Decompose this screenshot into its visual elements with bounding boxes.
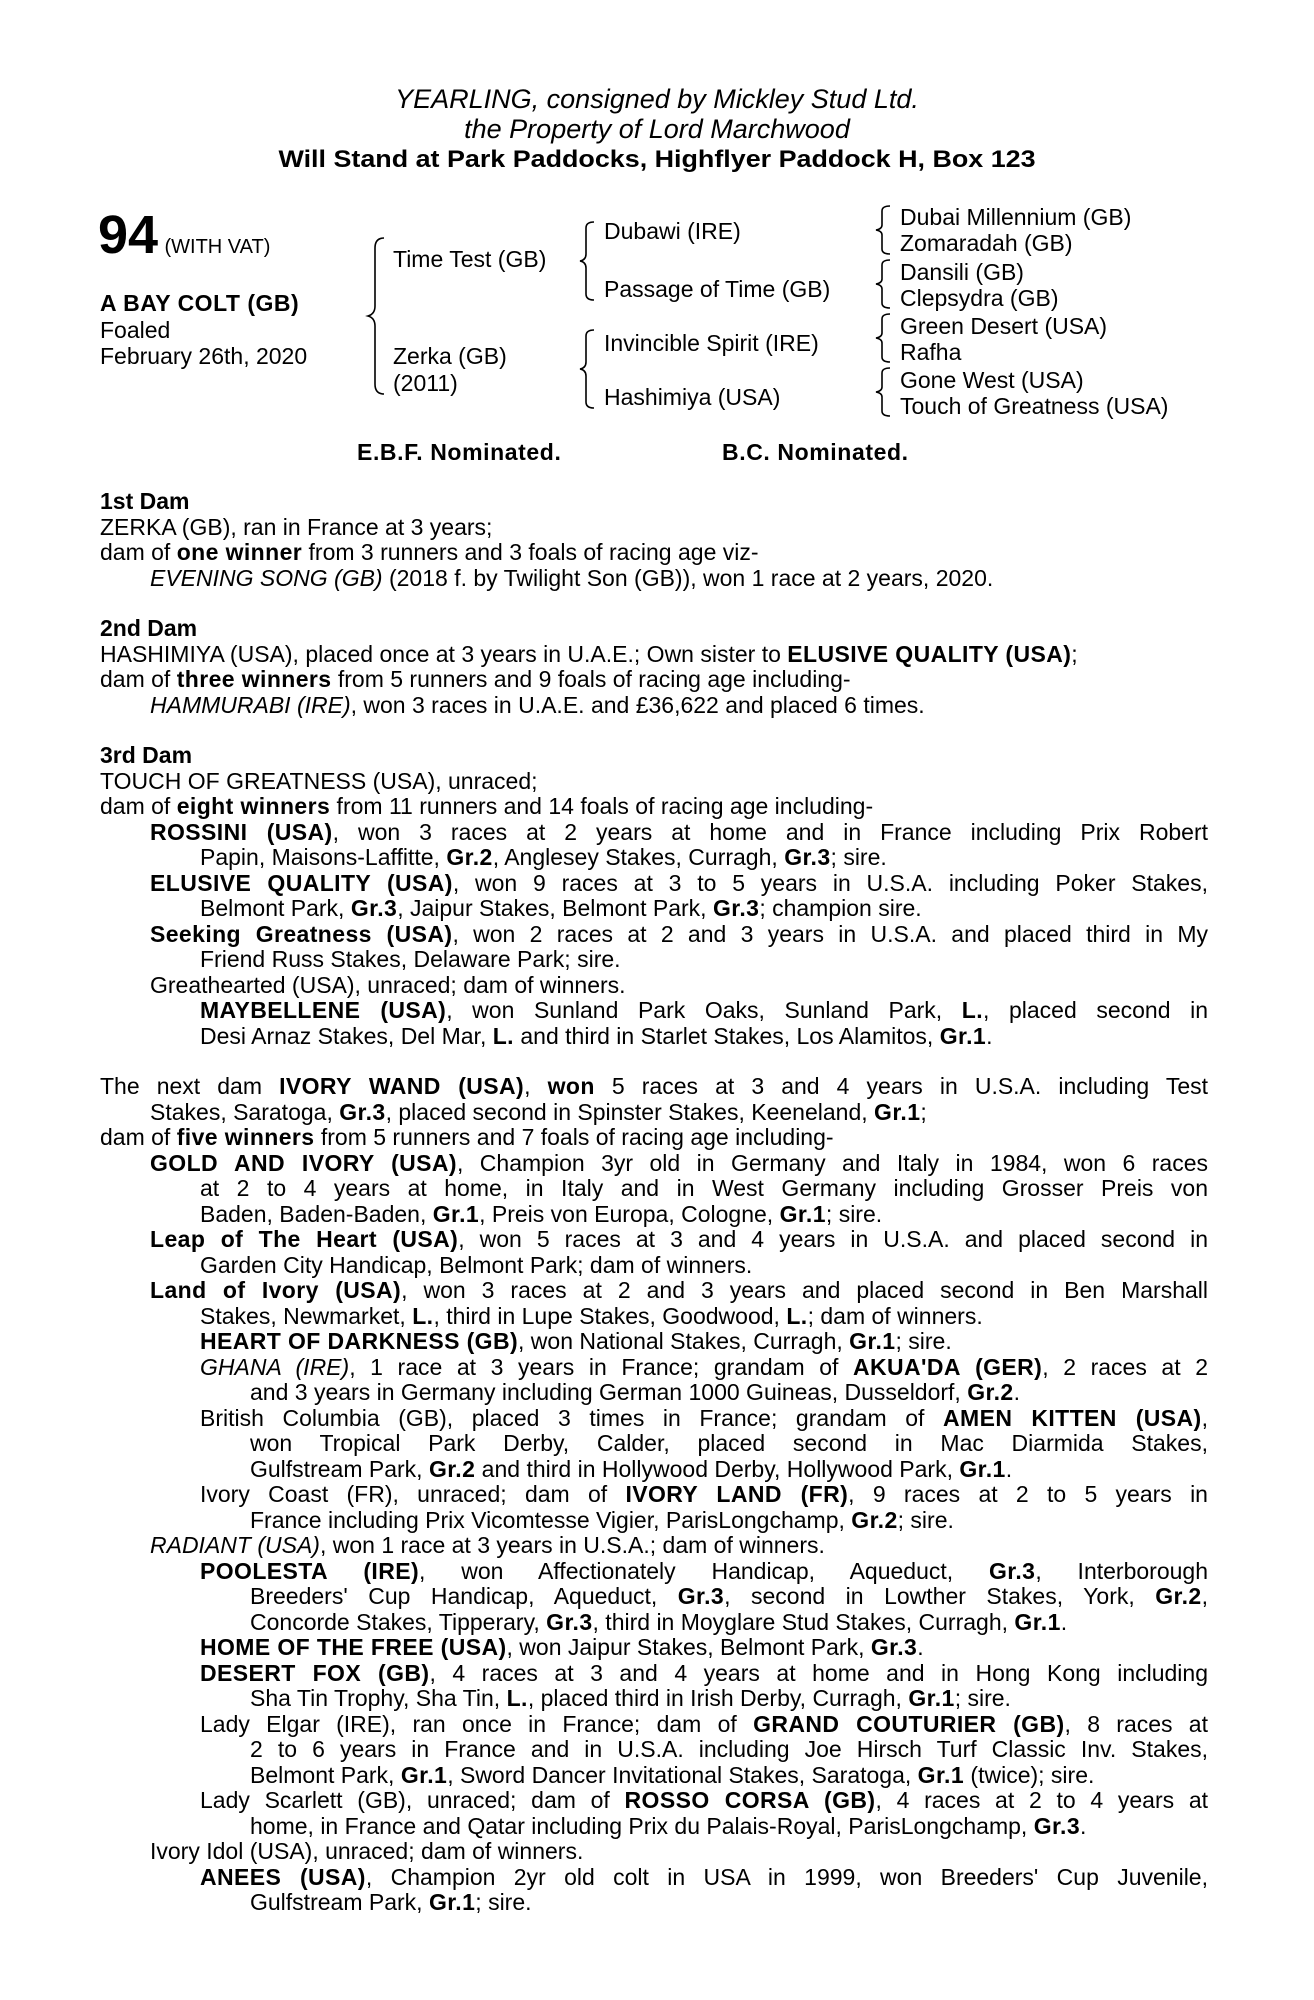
text-run: , won Affectionately Handicap, Aqueduct,	[419, 1557, 989, 1584]
next-dam-subentry	[100, 1788, 1208, 1814]
bold-text: AKUA'DA (GER)	[853, 1353, 1043, 1380]
text-run: Stakes, Newmarket,	[200, 1302, 413, 1329]
next-dam-entry	[100, 1533, 1208, 1559]
text-run: Lady Elgar (IRE), ran once in France; dam of	[200, 1710, 754, 1737]
text-run: , 4 races at 3 and 4 years at home and in Hong Kong including	[429, 1659, 1209, 1686]
next-dam-entry	[100, 1278, 1208, 1304]
text-run: ; sire.	[897, 1506, 954, 1533]
italic-text: RADIANT (USA)	[150, 1532, 320, 1558]
next-dam-subentry-cont	[100, 1431, 1208, 1457]
bold-text: POOLESTA (IRE)	[200, 1557, 420, 1584]
text-run: Belmont Park,	[200, 895, 351, 921]
next-dam-subentry	[100, 1406, 1208, 1432]
dam2-line	[100, 667, 1208, 693]
dam3-entry	[100, 973, 1208, 999]
text-run: from 5 runners and 7 foals of racing age including-	[314, 1124, 834, 1150]
dam1-line	[100, 515, 1208, 541]
text-run: Garden City Handicap, Belmont Park; dam of winners.	[200, 1251, 753, 1278]
bold-text: Gr.1	[849, 1328, 896, 1354]
bold-text: Gr.3	[350, 895, 398, 921]
text-run: .	[1005, 1455, 1013, 1482]
next-dam-subentry-cont	[100, 1763, 1208, 1789]
bold-text: Gr.1	[1014, 1608, 1061, 1635]
text-run: , placed second in	[983, 997, 1208, 1023]
next-dam-subentry	[100, 1482, 1208, 1508]
text-run: , 1 race at 3 years in France; grandam of	[349, 1353, 854, 1380]
bold-text: Gr.3	[870, 1634, 918, 1660]
text-run: and 3 years in Germany including German 1000 Guineas, Dusseldorf,	[250, 1379, 968, 1405]
next-dam-entry	[100, 1839, 1208, 1865]
next-dam-line	[100, 1100, 1208, 1126]
text-run: Gulfstream Park,	[250, 1889, 429, 1915]
pedigree-sss: Dubai Millennium (GB)	[900, 204, 1132, 230]
text-run: Belmont Park,	[250, 1761, 401, 1788]
bold-text: Gr.1	[908, 1685, 955, 1711]
bold-text: GOLD AND IVORY (USA)	[150, 1149, 457, 1176]
text-run: , won 9 races at 3 to 5 years in U.S.A. including Poker Stakes,	[452, 869, 1208, 896]
bold-text: Gr.1	[917, 1761, 965, 1788]
next-dam-subentry	[100, 1712, 1208, 1738]
text-run: .	[1060, 1608, 1068, 1635]
pedigree-dam-sire: Invincible Spirit (IRE)	[604, 330, 819, 356]
text-run: , won 3 races at 2 years at home and in France including Prix Robert	[332, 818, 1208, 845]
next-dam-subentry-cont	[100, 1610, 1208, 1636]
next-dam-subentry	[100, 1661, 1208, 1687]
bold-text: Gr.1	[939, 1022, 987, 1049]
text-run: ; sire.	[825, 1200, 883, 1227]
text-run: from 3 runners and 3 foals of racing age viz-	[302, 539, 759, 565]
next-dam-entry-cont	[100, 1202, 1208, 1228]
bold-text: ANEES (USA)	[200, 1863, 366, 1890]
bold-text: Gr.1	[400, 1761, 448, 1788]
bold-text: DESERT FOX (GB)	[200, 1659, 430, 1686]
bold-text: Gr.1	[874, 1098, 921, 1125]
text-run: .	[1080, 1812, 1087, 1839]
italic-text: HAMMURABI (IRE)	[150, 691, 351, 718]
bold-text: Gr.2	[446, 844, 493, 870]
dam3-entry-cont	[100, 845, 1208, 871]
next-dam-entry-cont	[100, 1304, 1208, 1330]
text-run: , 8 races at	[1064, 1710, 1208, 1737]
bold-text: eight winners	[176, 793, 331, 819]
bold-text: HOME OF THE FREE (USA)	[200, 1634, 507, 1660]
bold-text: Gr.2	[428, 1455, 476, 1482]
text-run: , Jaipur Stakes, Belmont Park,	[397, 895, 713, 921]
text-run: 2 to 6 years in France and in U.S.A. including Joe Hirsch Turf Classic Inv. Stakes,	[250, 1736, 1208, 1762]
bold-text: MAYBELLENE (USA)	[200, 997, 447, 1023]
text-run: ; sire.	[954, 1685, 1011, 1711]
lot-number-block	[98, 205, 271, 265]
text-run: , won 3 races in U.A.E. and £36,622 and placed 6 times.	[350, 691, 925, 718]
bold-text: Gr.2	[851, 1506, 898, 1533]
bold-text: Gr.1	[432, 1200, 480, 1227]
pedigree-ddd: Touch of Greatness (USA)	[900, 393, 1169, 419]
bold-text: L.	[506, 1685, 528, 1711]
bold-text: IVORY LAND (FR)	[625, 1481, 849, 1507]
text-run: , third in Moyglare Stud Stakes, Curragh,	[592, 1608, 1015, 1635]
next-dam-subentry-cont	[100, 1686, 1208, 1712]
bold-text: Gr.3	[1033, 1812, 1081, 1839]
bold-text: one winner	[176, 539, 303, 565]
text-run: , won 5 races at 3 and 4 years in U.S.A. and placed second in	[458, 1226, 1208, 1252]
italic-text: GHANA (IRE)	[200, 1353, 350, 1380]
text-run: ; sire.	[895, 1328, 952, 1354]
text-run: Baden, Baden-Baden,	[200, 1200, 433, 1227]
pedigree-sire-sire: Dubawi (IRE)	[604, 218, 741, 244]
text-run: 5 races at 3 and 4 years in U.S.A. including Test	[594, 1073, 1209, 1099]
text-run: dam of	[100, 1124, 177, 1150]
text-run: , Interborough	[1035, 1557, 1208, 1584]
pedigree-ssd: Zomaradah (GB)	[900, 230, 1073, 256]
bold-text: L.	[786, 1302, 808, 1329]
text-run: , placed third in Irish Derby, Curragh,	[527, 1685, 909, 1711]
text-run: Stakes, Saratoga,	[150, 1098, 340, 1125]
text-run: , second in Lowther Stakes, York,	[724, 1583, 1156, 1609]
bold-text: L.	[412, 1302, 434, 1329]
vat-note: (WITH VAT)	[164, 236, 271, 258]
dam3-heading: 3rd Dam	[100, 742, 193, 768]
pedigree-brace-main	[364, 236, 390, 396]
text-run: , placed second in Spinster Stakes, Keeneland,	[385, 1098, 875, 1125]
dam3-subentry-cont	[100, 1024, 1208, 1050]
bold-text: Gr.1	[428, 1889, 476, 1915]
bold-text: HEART OF DARKNESS (GB)	[200, 1328, 519, 1354]
text-run: ,	[524, 1073, 548, 1099]
text-run: , won National Stakes, Curragh,	[518, 1328, 850, 1354]
text-run: ZERKA (GB), ran in France at 3 years;	[100, 513, 493, 540]
pedigree-dam-year: (2011)	[393, 370, 458, 396]
lot-title: A BAY COLT (GB)	[100, 290, 300, 316]
next-dam-subentry-cont	[100, 1814, 1208, 1840]
text-run: HASHIMIYA (USA), placed once at 3 years in U.A.E.; Own sister to	[100, 640, 788, 667]
text-run: (twice); sire.	[964, 1761, 1095, 1788]
pedigree-sds: Dansili (GB)	[900, 259, 1024, 285]
text-run: Papin, Maisons-Laffitte,	[200, 844, 447, 870]
pedigree-brace-ds	[872, 312, 894, 364]
bold-text: L.	[961, 997, 983, 1023]
pedigree-dds: Gone West (USA)	[900, 367, 1084, 393]
text-run: Lady Scarlett (GB), unraced; dam of	[200, 1787, 625, 1813]
dam1-entry	[100, 566, 1208, 592]
consignor-line: YEARLING, consigned by Mickley Stud Ltd.	[395, 84, 919, 114]
pedigree-sdd: Clepsydra (GB)	[900, 285, 1059, 311]
text-run: Concorde Stakes, Tipperary,	[250, 1608, 547, 1635]
next-dam-line	[100, 1125, 1208, 1151]
text-run: , Sword Dancer Invitational Stakes, Saratoga,	[447, 1761, 918, 1788]
next-dam-subentry-cont	[100, 1584, 1208, 1610]
text-run: ; sire.	[475, 1889, 532, 1915]
bold-text: three winners	[176, 666, 332, 692]
bold-text: Gr.3	[677, 1583, 725, 1609]
bold-text: AMEN KITTEN (USA)	[943, 1404, 1202, 1431]
dam2-heading: 2nd Dam	[100, 615, 198, 641]
text-run: ,	[1201, 1583, 1208, 1609]
text-run: , Champion 3yr old in Germany and Italy in 1984, won 6 races	[456, 1149, 1208, 1176]
text-run: from 5 runners and 9 foals of racing age including-	[331, 666, 851, 692]
dam3-subentry	[100, 998, 1208, 1024]
text-run: and third in Starlet Stakes, Los Alamitos,	[513, 1022, 940, 1049]
bold-text: Gr.1	[779, 1200, 826, 1227]
pedigree-sire: Time Test (GB)	[393, 246, 547, 272]
text-run: ;	[1071, 640, 1078, 667]
text-run: , 4 races at 2 to 4 years at	[875, 1787, 1209, 1813]
text-run: The next dam	[100, 1073, 280, 1099]
next-dam-entry-cont	[100, 1253, 1208, 1279]
text-run: , 2 races at 2	[1042, 1353, 1208, 1380]
text-run: , won 2 races at 2 and 3 years in U.S.A. and placed third in My	[452, 920, 1209, 947]
next-dam-subentry	[100, 1355, 1208, 1381]
text-run: home, in France and Qatar including Prix du Palais-Royal, ParisLongchamp,	[250, 1812, 1034, 1839]
text-run: (2018 f. by Twilight Son (GB)), won 1 race at 2 years, 2020.	[382, 564, 994, 591]
text-run: British Columbia (GB), placed 3 times in France; grandam of	[200, 1404, 944, 1431]
bold-text: Gr.3	[339, 1098, 386, 1125]
text-run: ; sire.	[830, 844, 887, 870]
pedigree-dam-dam: Hashimiya (USA)	[604, 384, 781, 410]
bold-text: L.	[492, 1022, 514, 1049]
text-run: dam of	[100, 793, 177, 819]
text-run: .	[1013, 1379, 1020, 1405]
bold-text: Gr.3	[988, 1557, 1036, 1584]
bc-nomination: B.C. Nominated.	[722, 439, 909, 465]
next-dam-entry	[100, 1227, 1208, 1253]
text-run: from 11 runners and 14 foals of racing age including-	[330, 793, 874, 819]
next-dam-subentry	[100, 1865, 1208, 1891]
dam3-line	[100, 794, 1208, 820]
pedigree-brace-sd	[872, 258, 894, 310]
dam3-entry-cont	[100, 947, 1208, 973]
stand-location-line: Will Stand at Park Paddocks, Highflyer Paddock H, Box 123	[278, 146, 1036, 173]
dam3-entry	[100, 820, 1208, 846]
bold-text: Gr.2	[967, 1379, 1014, 1405]
text-run: ; champion sire.	[759, 895, 922, 921]
text-run: won Tropical Park Derby, Calder, placed second in Mac Diarmida Stakes,	[250, 1430, 1208, 1456]
text-run: Breeders' Cup Handicap, Aqueduct,	[250, 1583, 678, 1609]
bold-text: Land of Ivory (USA)	[150, 1277, 402, 1303]
text-run: dam of	[100, 539, 177, 565]
text-run: , 9 races at 2 to 5 years in	[848, 1481, 1208, 1507]
pedigree-brace-sire	[576, 220, 598, 302]
next-dam-subentry-cont	[100, 1508, 1208, 1534]
bold-text: Gr.3	[784, 844, 831, 870]
text-run: .	[917, 1634, 924, 1660]
text-run: France including Prix Vicomtesse Vigier, ParisLongchamp,	[250, 1506, 852, 1533]
next-dam-entry	[100, 1151, 1208, 1177]
pedigree-sire-dam: Passage of Time (GB)	[604, 276, 831, 302]
bold-text: ROSSINI (USA)	[150, 818, 333, 845]
text-run: , Anglesey Stakes, Curragh,	[492, 844, 785, 870]
next-dam-entry-cont	[100, 1176, 1208, 1202]
dam3-entry	[100, 922, 1208, 948]
property-line: the Property of Lord Marchwood	[464, 114, 850, 144]
text-run: TOUCH OF GREATNESS (USA), unraced;	[100, 767, 538, 794]
foaled-label: Foaled	[100, 317, 171, 343]
pedigree-dam: Zerka (GB)	[393, 343, 507, 369]
pedigree-brace-ss	[872, 204, 894, 256]
next-dam-subentry	[100, 1635, 1208, 1661]
text-run: ,	[1201, 1404, 1209, 1431]
text-run: Ivory Idol (USA), unraced; dam of winners.	[150, 1838, 584, 1864]
text-run: , won 3 races at 2 and 3 years and placed second in Ben Marshall	[401, 1277, 1208, 1303]
text-run: ;	[920, 1098, 927, 1125]
bold-text: Leap of The Heart (USA)	[150, 1226, 459, 1252]
text-run: Greathearted (USA), unraced; dam of winners.	[150, 971, 626, 998]
bold-text: IVORY WAND (USA)	[279, 1073, 525, 1099]
bold-text: won	[547, 1073, 595, 1099]
text-run: Sha Tin Trophy, Sha Tin,	[250, 1685, 507, 1711]
next-dam-subentry-cont	[100, 1737, 1208, 1763]
text-run: , third in Lupe Stakes, Goodwood,	[433, 1302, 787, 1329]
dam2-line	[100, 642, 1208, 668]
produce-record	[100, 489, 1208, 1916]
text-run: at 2 to 4 years at home, in Italy and in West Germany including Grosser Preis von	[200, 1175, 1208, 1201]
bold-text: ELUSIVE QUALITY (USA)	[787, 640, 1072, 667]
bold-text: GRAND COUTURIER (GB)	[753, 1710, 1065, 1737]
text-run: Gulfstream Park,	[250, 1455, 429, 1482]
bold-text: Gr.3	[712, 895, 760, 921]
bold-text: Gr.3	[546, 1608, 593, 1635]
dam2-entry	[100, 693, 1208, 719]
bold-text: ROSSO CORSA (GB)	[624, 1787, 876, 1813]
foaled-date: February 26th, 2020	[100, 343, 308, 369]
text-run: ; dam of winners.	[807, 1302, 983, 1329]
dam1-line	[100, 540, 1208, 566]
text-run: , won Sunland Park Oaks, Sunland Park,	[446, 997, 962, 1023]
lot-number: 94	[98, 205, 159, 265]
text-run: Ivory Coast (FR), unraced; dam of	[200, 1481, 626, 1507]
text-run: dam of	[100, 666, 177, 692]
next-dam-line	[100, 1074, 1208, 1100]
dam3-entry	[100, 871, 1208, 897]
bold-text: Gr.1	[959, 1455, 1006, 1482]
next-dam-subentry-cont	[100, 1890, 1208, 1916]
text-run: , Preis von Europa, Cologne,	[479, 1200, 780, 1227]
ebf-nomination: E.B.F. Nominated.	[357, 439, 562, 465]
next-dam-subentry-cont	[100, 1380, 1208, 1406]
pedigree-brace-dam	[576, 328, 598, 410]
next-dam-subentry	[100, 1559, 1208, 1585]
bold-text: Seeking Greatness (USA)	[150, 920, 453, 947]
italic-text: EVENING SONG (GB)	[150, 564, 383, 591]
dam1-heading: 1st Dam	[100, 488, 190, 514]
pedigree-dsd: Rafha	[900, 339, 962, 365]
text-run: Desi Arnaz Stakes, Del Mar,	[200, 1022, 493, 1049]
text-run: , Champion 2yr old colt in USA in 1999, won Breeders' Cup Juvenile,	[365, 1863, 1208, 1890]
next-dam-subentry	[100, 1329, 1208, 1355]
text-run: , won Jaipur Stakes, Belmont Park,	[506, 1634, 871, 1660]
bold-text: five winners	[176, 1124, 315, 1150]
pedigree-brace-dd	[872, 366, 894, 418]
text-run: , won 1 race at 3 years in U.S.A.; dam of winners.	[319, 1532, 825, 1558]
pedigree-dss: Green Desert (USA)	[900, 313, 1108, 339]
dam3-line	[100, 769, 1208, 795]
dam3-entry-cont	[100, 896, 1208, 922]
text-run: and third in Hollywood Derby, Hollywood Park,	[475, 1455, 960, 1482]
text-run: .	[986, 1022, 993, 1049]
next-dam-subentry-cont	[100, 1457, 1208, 1483]
text-run: Friend Russ Stakes, Delaware Park; sire.	[200, 946, 621, 972]
bold-text: ELUSIVE QUALITY (USA)	[150, 869, 453, 896]
bold-text: Gr.2	[1155, 1583, 1202, 1609]
